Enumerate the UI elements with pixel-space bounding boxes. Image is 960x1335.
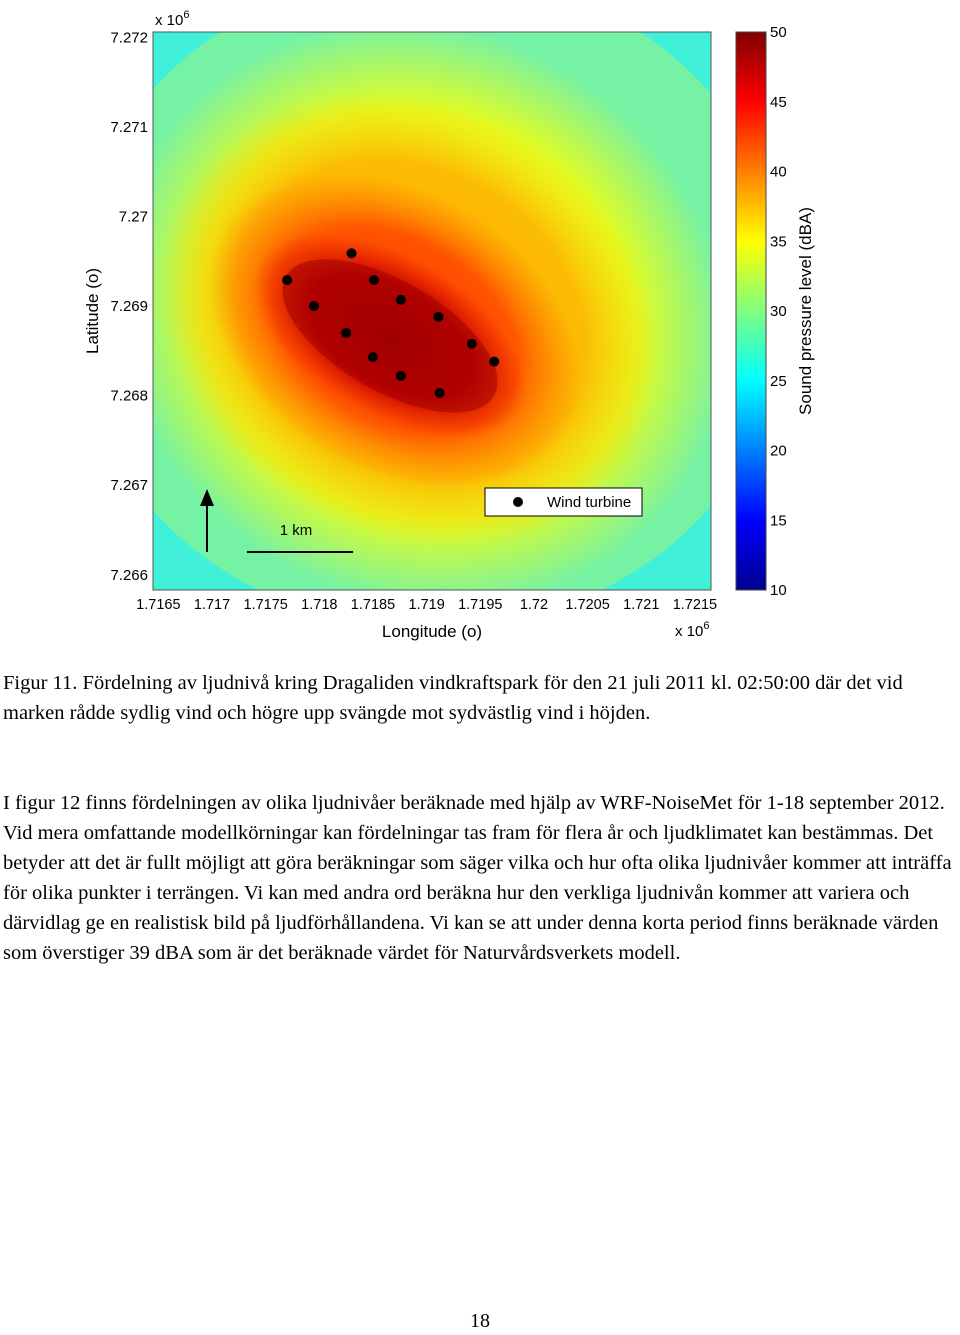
legend-label: Wind turbine <box>547 494 632 511</box>
x-tick-label: 1.7195 <box>458 597 503 613</box>
body-paragraph: I figur 12 finns fördelningen av olika ljudnivåer beräknade med hjälp av WRF-NoiseMet för 1-18 september 2012. Vid mera omfattande modellkörningar kan fördelningar tas fram för flera år och ljudklimatet kan bestämmas. Det betyder att det är fullt möjligt att göra beräkningar som säger vilka och hur ofta olika ljudnivåer kommer att inträffa för olika punkter i terrängen. Vi kan med andra ord beräkna hur den verkliga ljudnivån kommer att variera och därvidlag ge en realistisk bild på ljudförhållandena. Vi kan se att under denna korta period finns beräknade värden som överstiger 39 dBA som är det beräknade värdet för Naturvårdsverkets modell. <box>3 792 952 964</box>
turbine-marker <box>369 275 379 285</box>
y-tick-label: 7.27 <box>118 208 148 226</box>
x-exponent-label: x $10^6$ <box>675 620 710 640</box>
colorbar-tick-label: 15 <box>770 512 787 530</box>
turbine-marker <box>396 371 406 381</box>
x-tick-labels <box>136 597 717 613</box>
colorbar-tick-label: 35 <box>770 233 787 251</box>
y-tick-label: 7.268 <box>110 387 148 405</box>
x-tick-label: 1.72 <box>519 597 549 613</box>
colorbar-label: Sound pressure level (dBA) <box>796 207 815 415</box>
legend-marker <box>513 497 523 507</box>
x-tick-label: 1.721 <box>623 597 660 613</box>
x-tick-label: 1.7205 <box>565 597 610 613</box>
turbine-marker <box>433 312 443 322</box>
scale-bar-label: 1 km <box>279 522 313 539</box>
colorbar <box>736 32 766 590</box>
noise-map-figure <box>0 0 960 650</box>
x-tick-label: 1.7185 <box>350 597 396 613</box>
x-tick-label: 1.7215 <box>672 597 718 613</box>
y-exponent-label: x $10^6$ <box>155 9 190 29</box>
colorbar-tick-label: 40 <box>770 163 787 181</box>
figure-caption: Figur 11. Fördelning av ljudnivå kring Dragaliden vindkraftspark för den 21 juli 2011 kl. 02:50:00 där det vid marken rådde sydlig vind och högre upp svängde mot sydvästlig vind i höjden. <box>3 672 903 724</box>
y-axis-label: Latitude (o) <box>83 268 102 354</box>
turbine-marker <box>282 275 292 285</box>
turbine-marker <box>347 248 357 258</box>
x-tick-label: 1.719 <box>408 597 445 613</box>
x-tick-label: 1.718 <box>301 597 338 613</box>
colorbar-tick-label: 45 <box>770 93 787 111</box>
colorbar-tick-label: 10 <box>770 582 787 599</box>
turbine-marker <box>396 295 406 305</box>
y-tick-label: 7.271 <box>110 118 148 136</box>
y-tick-label: 7.269 <box>110 298 148 316</box>
y-tick-label: 7.272 <box>110 29 148 47</box>
colorbar-tick-label: 50 <box>770 24 787 41</box>
turbine-marker <box>309 301 319 311</box>
turbine-marker <box>368 352 378 362</box>
turbine-marker <box>435 388 445 398</box>
colorbar-tick-label: 20 <box>770 442 787 460</box>
colorbar-tick-labels <box>770 24 787 599</box>
turbine-marker <box>341 328 351 338</box>
legend <box>485 488 642 516</box>
y-tick-label: 7.266 <box>110 566 148 584</box>
x-tick-label: 1.7175 <box>243 597 288 613</box>
page-number: 18 <box>470 1310 490 1332</box>
x-axis-label: Longitude (o) <box>381 622 483 641</box>
turbine-marker <box>489 357 499 367</box>
colorbar-tick-label: 25 <box>770 372 787 390</box>
x-tick-label: 1.717 <box>193 597 231 613</box>
turbine-marker <box>467 339 477 349</box>
y-tick-labels <box>110 29 148 583</box>
y-tick-label: 7.267 <box>110 477 148 495</box>
x-tick-label: 1.7165 <box>136 597 181 613</box>
noise-map-svg <box>0 0 960 650</box>
colorbar-tick-label: 30 <box>770 303 787 320</box>
